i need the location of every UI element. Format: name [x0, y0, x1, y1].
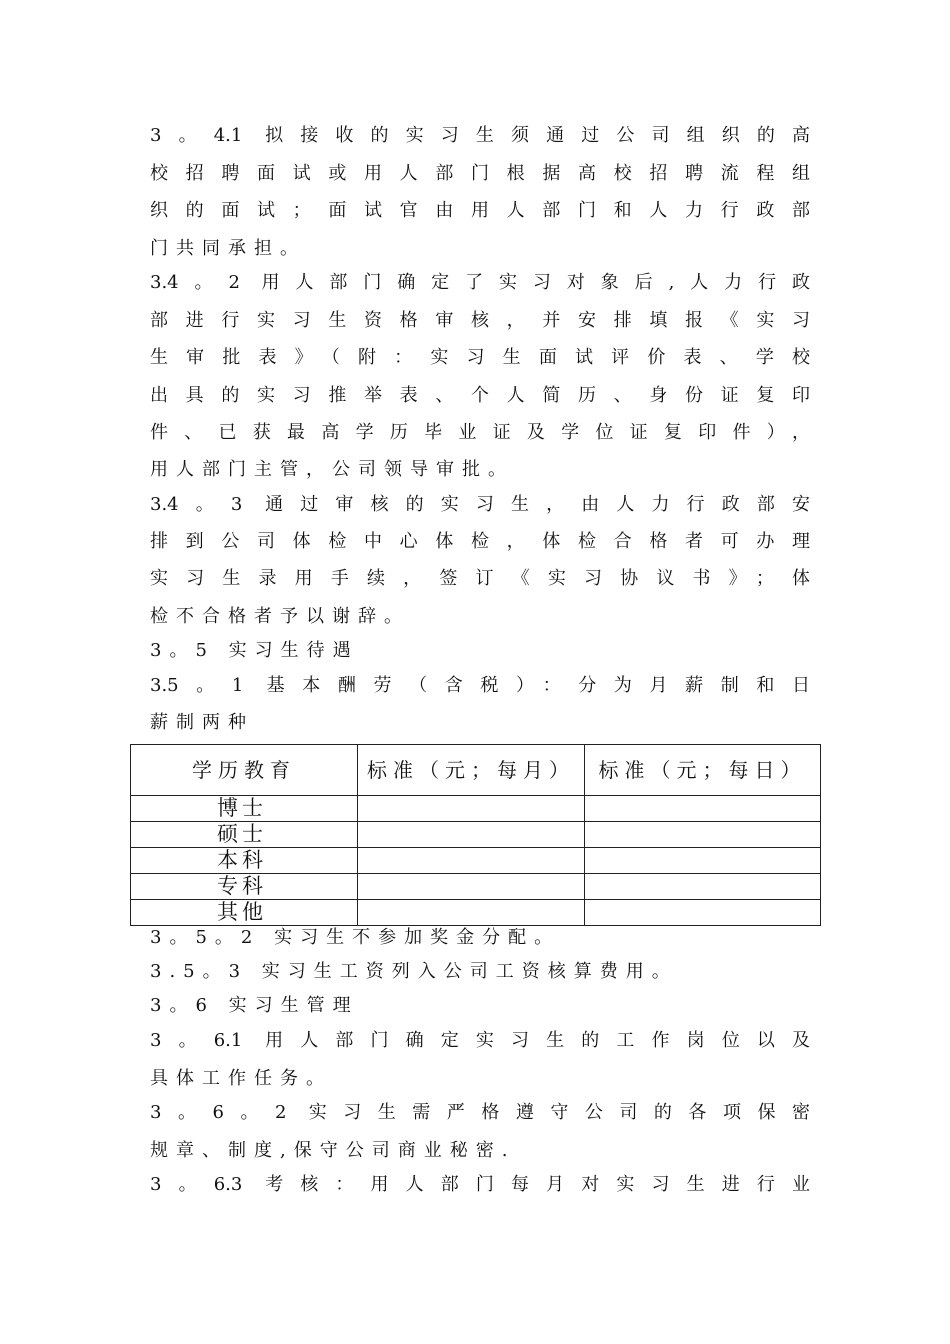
paragraph-line: 具体工作任务。: [150, 1068, 332, 1089]
paragraph-line: 3。6.1 用人部门确定实习生的工作岗位以及: [150, 1030, 810, 1051]
header-daily-standard: 标准（元；每日）: [585, 745, 821, 796]
monthly-cell: [358, 900, 585, 926]
degree-cell: 其他: [131, 900, 358, 926]
paragraph-line: 检不合格者予以谢辞。: [150, 606, 410, 627]
paragraph-line: 3。6.3 考核：用人部门每月对实习生进行业: [150, 1174, 810, 1195]
paragraph-line: 3。5。2 实习生不参加奖金分配。: [150, 927, 561, 948]
paragraph-line: 3。4.1 拟接收的实习生须通过公司组织的高: [150, 125, 810, 146]
paragraph-line: 部进行实习生资格审核，并安排填报《实习: [150, 310, 810, 331]
daily-cell: [585, 822, 821, 848]
degree-cell: 硕士: [131, 822, 358, 848]
daily-cell: [585, 874, 821, 900]
paragraph-line: 规章、制度,保守公司商业秘密.: [150, 1140, 516, 1161]
paragraph-line: 3.5。3 实习生工资列入公司工资核算费用。: [150, 961, 678, 982]
paragraph-line: 织的面试；面试官由用人部门和人力行政部: [150, 200, 810, 221]
header-education: 学历教育: [131, 745, 358, 796]
salary-table: [130, 744, 821, 926]
paragraph-line: 门共同承担。: [150, 238, 306, 259]
paragraph-line: 薪制两种: [150, 712, 254, 733]
monthly-cell: [358, 822, 585, 848]
daily-cell: [585, 900, 821, 926]
table-row: [131, 822, 821, 848]
table-row: [131, 900, 821, 926]
paragraph-line: 用人部门主管，公司领导审批。: [150, 459, 514, 480]
paragraph-line: 3.5。1 基本酬劳（含税）：分为月薪制和日: [150, 675, 810, 696]
paragraph-line: 件、已获最高学历毕业证及学位证复印件），: [150, 422, 810, 443]
monthly-cell: [358, 796, 585, 822]
daily-cell: [585, 848, 821, 874]
paragraph-line: 3.4。3 通过审核的实习生，由人力行政部安: [150, 494, 810, 515]
degree-cell: 博士: [131, 796, 358, 822]
paragraph-line: 实习生录用手续，签订《实习协议书》；体: [150, 568, 810, 589]
table-row: [131, 874, 821, 900]
monthly-cell: [358, 848, 585, 874]
degree-cell: 专科: [131, 874, 358, 900]
paragraph-line: 生审批表》（附：实习生面试评价表、学校: [150, 347, 810, 368]
paragraph-line: 排到公司体检中心体检，体检合格者可办理: [150, 531, 810, 552]
section-heading: 3。6 实习生管理: [150, 995, 359, 1016]
section-heading: 3。5 实习生待遇: [150, 640, 359, 661]
paragraph-line: 3。6。2 实习生需严格遵守公司的各项保密: [150, 1102, 810, 1123]
daily-cell: [585, 796, 821, 822]
monthly-cell: [358, 874, 585, 900]
header-monthly-standard: 标准（元；每月）: [358, 745, 585, 796]
table-row: [131, 796, 821, 822]
table-header-row: [131, 745, 821, 796]
paragraph-line: 出具的实习推举表、个人简历、身份证复印: [150, 385, 810, 406]
table-row: [131, 848, 821, 874]
paragraph-line: 校招聘面试或用人部门根据高校招聘流程组: [150, 163, 810, 184]
degree-cell: 本科: [131, 848, 358, 874]
paragraph-line: 3.4。2 用人部门确定了实习对象后,人力行政: [150, 272, 810, 293]
